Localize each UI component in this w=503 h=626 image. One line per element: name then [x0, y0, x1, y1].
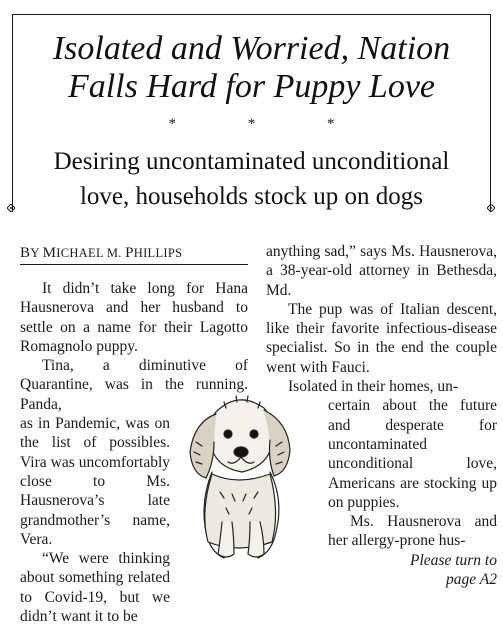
headline-line-1: Isolated and Worried, Nation	[52, 30, 451, 67]
paragraph: Ms. Hausnerova and her allergy-prone hus-	[328, 513, 497, 550]
diamond-ornament-icon	[7, 204, 15, 212]
byline: BY MICHAEL M. PHILLIPS	[20, 242, 248, 265]
deck-line-1: Desiring uncontaminated unconditional	[53, 148, 450, 175]
paragraph: “We were thinking about something related to Covid-19, but we didn’t want it to be	[20, 550, 170, 626]
jump-line: Please turn to page A2	[410, 551, 497, 588]
paragraph: The pup was of Italian descent, like their favorite infectious-disease specialist. So in the end the couple went with Fauci.	[266, 300, 497, 376]
paragraph: Tina, a diminutive of Quarantine, was in the running. Panda,	[20, 357, 248, 413]
diamond-ornament-icon	[487, 204, 495, 212]
paragraph: anything sad,” says Ms. Hausnerova, a 38-year-old attorney in Bethesda, Md.	[266, 243, 497, 299]
deck-line-2: love, households stock up on dogs	[79, 183, 424, 210]
paragraph: It didn’t take long for Hana Hausnerova and her husband to settle on a name for their Lagotto Romagnolo puppy.	[20, 280, 248, 355]
paragraph: certain about the future and desperate for uncontaminated unconditional love, Americans are stocking up on puppies.	[328, 397, 497, 511]
headline-line-2: Falls Hard for Puppy Love	[67, 68, 436, 105]
paragraph: as in Pandemic, was on the list of possibles. Vira was uncomfortably close to Ms. Hausnerova’s late grandmother’s name, Vera.	[20, 415, 170, 548]
article-column-2	[266, 242, 497, 589]
deck	[20, 144, 483, 214]
star-separator: * * *	[168, 116, 369, 132]
paragraph: Isolated in their homes, un-	[288, 378, 459, 396]
headline	[20, 30, 483, 106]
